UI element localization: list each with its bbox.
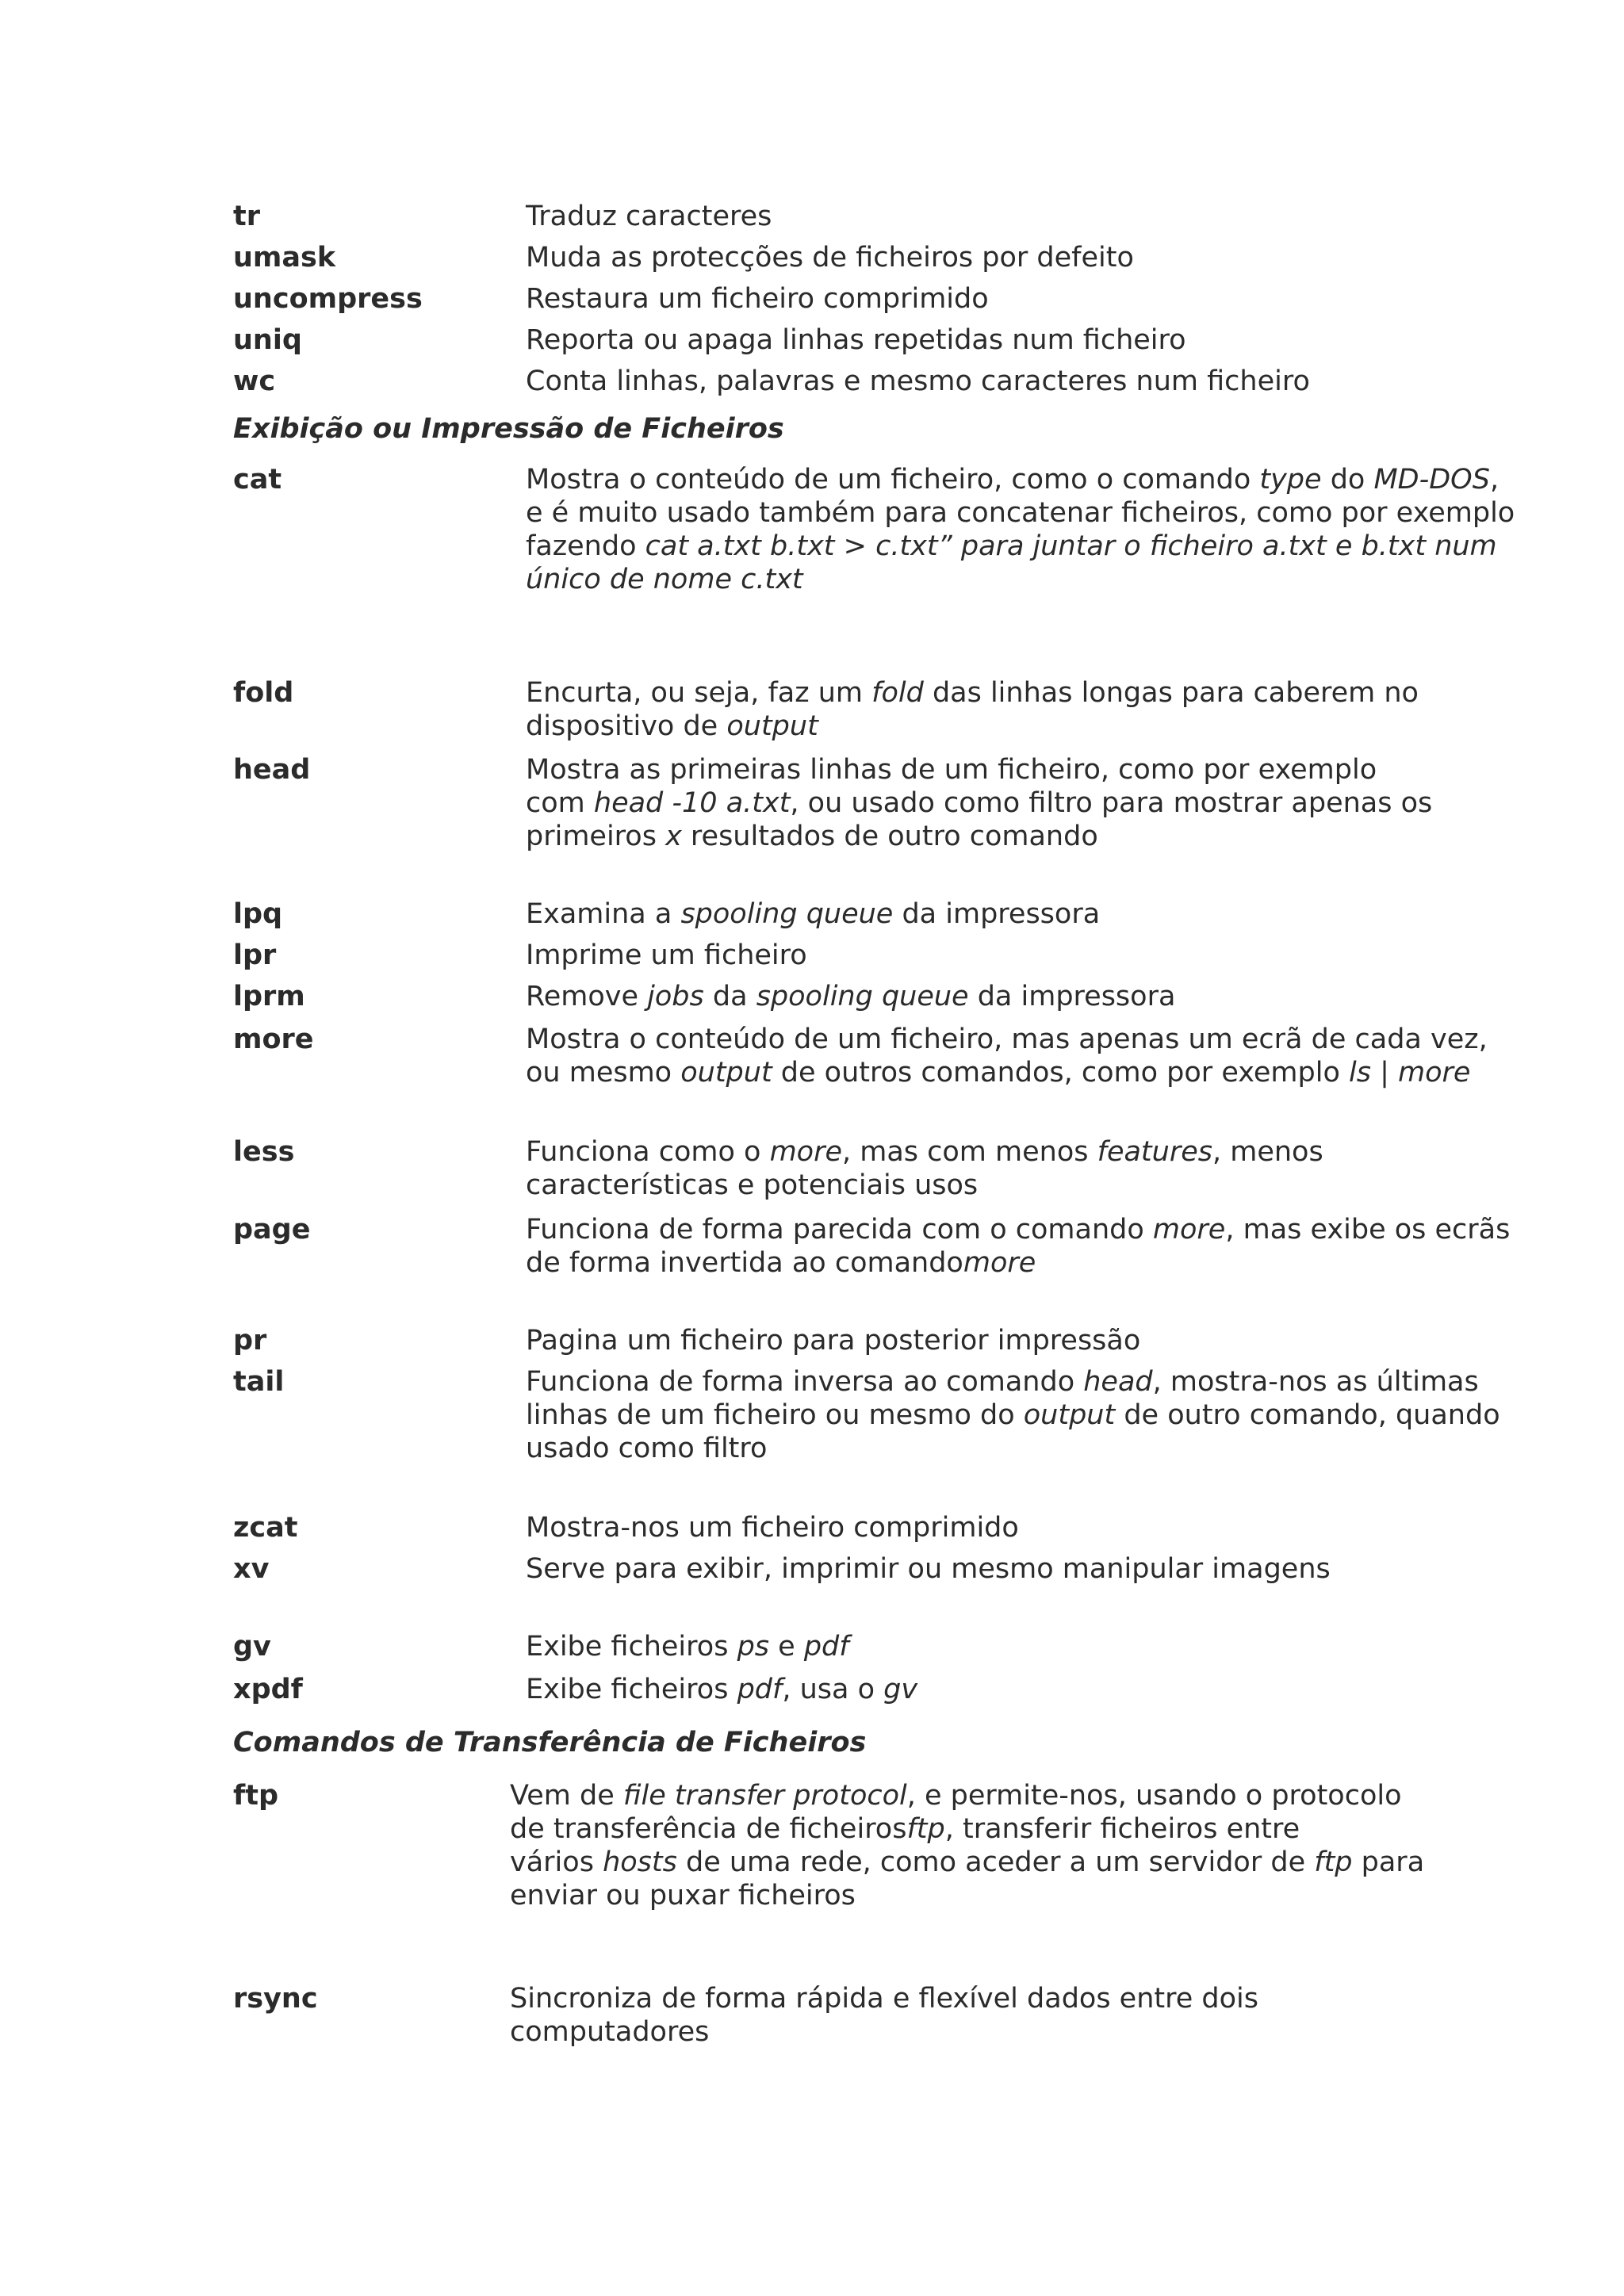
command-name: fold [233,677,294,709]
command-name: less [233,1136,295,1168]
description-line: características e potenciais usos [526,1169,979,1201]
description-line: Reporta ou apaga linhas repetidas num ficheiro [526,324,1186,356]
command-description [526,200,1533,233]
description-line: Funciona de forma inversa ao comando head, mostra-nos as últimas [526,1366,1479,1398]
command-name: cat [233,464,282,496]
command-name: rsync [233,1983,318,2015]
command-name: page [233,1214,311,1246]
description-line: Mostra o conteúdo de um ficheiro, mas apenas um ecrã de cada vez, [526,1024,1488,1055]
command-description [526,1213,1533,1280]
command-description [526,1324,1533,1357]
command-description [526,1135,1533,1202]
description-line: de forma invertida ao comandomore [526,1247,1036,1279]
command-description [526,282,1533,316]
command-name: zcat [233,1512,298,1544]
command-name: gv [233,1631,271,1663]
description-line: Conta linhas, palavras e mesmo caracteres num ficheiro [526,365,1310,397]
command-name: tr [233,201,260,232]
description-line: Examina a spooling queue da impressora [526,898,1101,930]
command-name: lprm [233,981,305,1012]
command-description [526,365,1533,398]
command-name: lpq [233,898,283,930]
description-line: Mostra-nos um ficheiro comprimido [526,1512,1019,1544]
description-line: de transferência de ficheirosftp, transferir ficheiros entre [510,1813,1300,1845]
description-line: linhas de um ficheiro ou mesmo do output de outro comando, quando [526,1399,1500,1431]
command-name: uncompress [233,283,423,315]
description-line: único de nome c.txt [526,564,803,595]
description-line: e é muito usado também para concatenar ficheiros, como por exemplo [526,497,1515,529]
description-line: fazendo cat a.txt b.txt > c.txt” para juntar o ficheiro a.txt e b.txt num [526,530,1497,562]
command-description [526,1630,1533,1663]
command-description [510,1982,1517,2049]
command-description [526,1552,1533,1586]
command-description [526,1673,1533,1706]
description-line: Mostra as primeiras linhas de um ficheiro, como por exemplo [526,754,1377,786]
command-description [526,1511,1533,1544]
description-line: Mostra o conteúdo de um ficheiro, como o comando type do MD-DOS, [526,464,1500,496]
command-name: pr [233,1325,267,1357]
description-line: Encurta, ou seja, faz um fold das linhas longas para caberem no [526,677,1419,709]
command-description [510,1779,1517,1912]
description-line: Exibe ficheiros ps e pdf [526,1631,849,1663]
description-line: vários hosts de uma rede, como aceder a um servidor de ftp para [510,1846,1425,1878]
command-name: head [233,754,311,786]
description-line: Traduz caracteres [526,201,772,232]
section-heading: Comandos de Transferência de Ficheiros [233,1727,867,1758]
command-name: ftp [233,1780,279,1812]
description-line: Funciona de forma parecida com o comando more, mas exibe os ecrãs [526,1214,1511,1246]
description-line: Vem de file transfer protocol, e permite-nos, usando o protocolo [510,1780,1402,1812]
description-line: Muda as protecções de ficheiros por defeito [526,242,1134,274]
command-name: more [233,1024,314,1055]
command-description [526,897,1533,931]
description-line: primeiros x resultados de outro comando [526,821,1098,852]
description-line: Restaura um ficheiro comprimido [526,283,989,315]
command-description [526,1365,1533,1465]
description-line: Remove jobs da spooling queue da impressora [526,981,1176,1012]
command-description [526,939,1533,972]
command-name: umask [233,242,336,274]
description-line: computadores [510,2016,710,2048]
command-name: xpdf [233,1674,303,1705]
description-line: dispositivo de output [526,710,818,742]
description-line: com head -10 a.txt, ou usado como filtro para mostrar apenas os [526,787,1433,819]
description-line: Imprime um ficheiro [526,939,807,971]
command-description [526,323,1533,357]
section-heading: Exibição ou Impressão de Ficheiros [233,413,784,445]
command-description [526,241,1533,274]
command-name: lpr [233,939,277,971]
command-name: xv [233,1553,270,1585]
command-name: wc [233,365,276,397]
command-description [526,1023,1533,1089]
description-line: Pagina um ficheiro para posterior impressão [526,1325,1141,1357]
description-line: ou mesmo output de outros comandos, como por exemplo ls | more [526,1057,1471,1089]
description-line: Funciona como o more, mas com menos features, menos [526,1136,1323,1168]
command-description [526,753,1533,853]
command-name: tail [233,1366,285,1398]
description-line: Serve para exibir, imprimir ou mesmo manipular imagens [526,1553,1331,1585]
description-line: Exibe ficheiros pdf, usa o gv [526,1674,918,1705]
description-line: enviar ou puxar ficheiros [510,1880,856,1911]
description-line: usado como filtro [526,1433,768,1464]
command-description [526,676,1533,743]
command-name: uniq [233,324,302,356]
command-description [526,463,1533,596]
command-description [526,980,1533,1013]
description-line: Sincroniza de forma rápida e flexível dados entre dois [510,1983,1258,2015]
